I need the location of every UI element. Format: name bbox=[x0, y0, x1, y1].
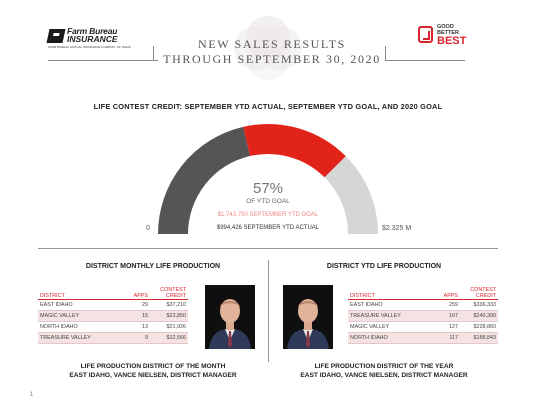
ytd-table-title: DISTRICT YTD LIFE PRODUCTION bbox=[326, 263, 442, 270]
table-row bbox=[38, 311, 188, 322]
gbb-better: BETTER bbox=[437, 30, 459, 36]
cell-district: TREASURE VALLEY bbox=[38, 333, 118, 344]
table-header-row bbox=[348, 283, 498, 300]
col-apps: APPS bbox=[118, 283, 148, 300]
gbb-best: BEST bbox=[437, 35, 467, 47]
table-row bbox=[38, 333, 188, 344]
cell-credit: $12,566 bbox=[148, 333, 188, 344]
monthly-table-title: DISTRICT MONTHLY LIFE PRODUCTION bbox=[85, 263, 221, 270]
manager-photo bbox=[205, 285, 255, 349]
cell-district: MAGIC VALLEY bbox=[38, 311, 118, 322]
cell-district: MAGIC VALLEY bbox=[348, 322, 428, 333]
table-row bbox=[348, 322, 498, 333]
cell-apps: 259 bbox=[428, 300, 458, 311]
cell-apps: 117 bbox=[428, 333, 458, 344]
gauge-arc-goal-gap bbox=[247, 139, 336, 167]
col-district: DISTRICT bbox=[38, 283, 118, 300]
month-award-line2: EAST IDAHO, VANCE NIELSEN, DISTRICT MANAGER bbox=[69, 372, 237, 379]
col-district: DISTRICT bbox=[348, 283, 428, 300]
brand-name-line2: INSURANCE bbox=[67, 34, 118, 44]
col-apps: APPS bbox=[428, 283, 458, 300]
gbb-good: GOOD bbox=[437, 24, 454, 30]
cell-credit: $240,390 bbox=[458, 311, 498, 322]
table-row bbox=[348, 300, 498, 311]
cell-district: NORTH IDAHO bbox=[38, 322, 118, 333]
cell-credit: $23,850 bbox=[148, 311, 188, 322]
brand-name-line1: Farm Bureau bbox=[67, 26, 118, 36]
gauge-section-title: LIFE CONTEST CREDIT: SEPTEMBER YTD ACTUAL, SEPTEMBER YTD GOAL, AND 2020 GOAL bbox=[93, 102, 443, 111]
table-row bbox=[38, 300, 188, 311]
month-award bbox=[38, 362, 268, 380]
cell-apps: 167 bbox=[428, 311, 458, 322]
year-award-line2: EAST IDAHO, VANCE NIELSEN, DISTRICT MANAGER bbox=[300, 372, 468, 379]
cell-district: EAST IDAHO bbox=[348, 300, 428, 311]
section-divider bbox=[38, 248, 498, 249]
monthly-production-table bbox=[38, 283, 188, 344]
cell-district: EAST IDAHO bbox=[38, 300, 118, 311]
gauge-actual-label: $994,426 SEPTEMBER YTD ACTUAL bbox=[216, 225, 320, 231]
col-credit bbox=[148, 283, 188, 300]
manager-photo bbox=[283, 285, 333, 349]
col-credit-line1: CONTEST bbox=[160, 287, 186, 293]
cell-credit: $21,926 bbox=[148, 322, 188, 333]
table-row bbox=[348, 311, 498, 322]
portrait-graphic bbox=[205, 285, 255, 349]
cell-district: NORTH IDAHO bbox=[348, 333, 428, 344]
portrait-graphic bbox=[283, 285, 333, 349]
gauge-min-label: 0 bbox=[146, 225, 150, 232]
cell-credit: $228,860 bbox=[458, 322, 498, 333]
cell-credit: $188,843 bbox=[458, 333, 498, 344]
cell-credit: $336,333 bbox=[458, 300, 498, 311]
ytd-production-table bbox=[348, 283, 498, 344]
gauge-arc-remaining bbox=[335, 167, 363, 234]
cell-credit: $37,210 bbox=[148, 300, 188, 311]
gauge-percent: 57% bbox=[252, 180, 284, 197]
cell-district: TREASURE VALLEY bbox=[348, 311, 428, 322]
col-credit bbox=[458, 283, 498, 300]
cell-apps: 9 bbox=[118, 333, 148, 344]
page-title-line2: THROUGH SEPTEMBER 30, 2020 bbox=[163, 52, 381, 66]
gauge-max-label: $2.325 M bbox=[382, 225, 412, 232]
cell-apps: 15 bbox=[118, 311, 148, 322]
year-award-line1: LIFE PRODUCTION DISTRICT OF THE YEAR bbox=[314, 363, 454, 370]
brand-subtitle: FARM BUREAU MUTUAL INSURANCE COMPANY OF IDAHO bbox=[48, 45, 132, 49]
table-row bbox=[38, 322, 188, 333]
col-credit-line1: CONTEST bbox=[470, 287, 496, 293]
table-row bbox=[348, 333, 498, 344]
year-award bbox=[270, 362, 498, 380]
col-credit-line2: CREDIT bbox=[475, 293, 496, 299]
column-divider bbox=[268, 260, 269, 362]
page-number: 1 bbox=[30, 392, 34, 398]
col-credit-line2: CREDIT bbox=[165, 293, 186, 299]
cell-apps: 13 bbox=[118, 322, 148, 333]
cell-apps: 29 bbox=[118, 300, 148, 311]
gauge-goal-label: $1,743,750 SEPTEMBER YTD GOAL bbox=[217, 212, 319, 218]
page-title-line1: NEW SALES RESULTS bbox=[198, 37, 346, 51]
cell-apps: 127 bbox=[428, 322, 458, 333]
month-award-line1: LIFE PRODUCTION DISTRICT OF THE MONTH bbox=[80, 363, 226, 370]
table-header-row bbox=[38, 283, 188, 300]
gauge-percent-subtitle: OF YTD GOAL bbox=[246, 198, 290, 205]
